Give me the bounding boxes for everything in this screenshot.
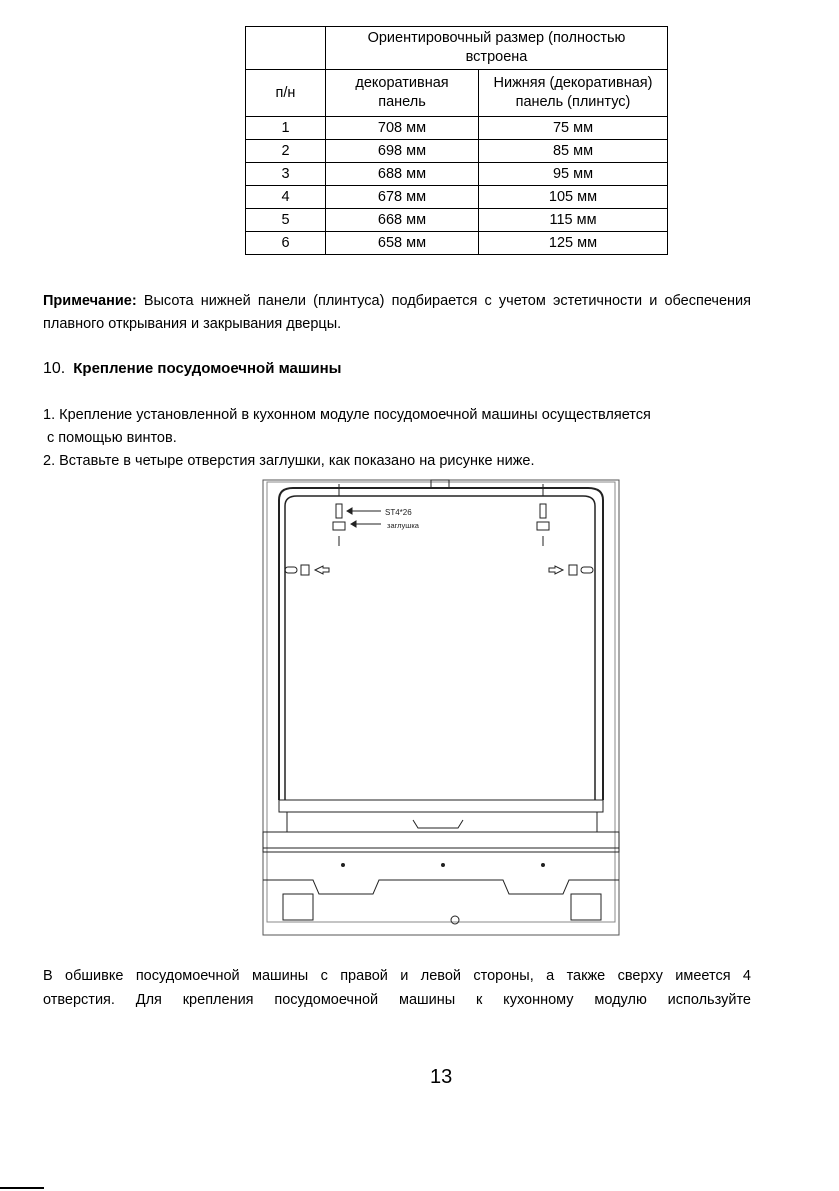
table-cell-panel: 678 мм bbox=[326, 186, 479, 209]
table-row bbox=[246, 209, 668, 232]
table-cell-plinth: 75 мм bbox=[479, 117, 668, 140]
table-header-panel: декоративная панель bbox=[326, 70, 479, 117]
step-line: 1. Крепление установленной в кухонном модуле посудомоечной машины осуществляется bbox=[43, 407, 651, 423]
section-heading bbox=[43, 360, 341, 378]
bottom-text-line: В обшивке посудомоечной машины с правой и левой стороны, а также сверху имеется 4 bbox=[43, 968, 751, 984]
dishwasher-mounting-figure bbox=[243, 470, 635, 942]
table-cell-plinth: 85 мм bbox=[479, 140, 668, 163]
table-row bbox=[246, 186, 668, 209]
table-cell-plinth: 105 мм bbox=[479, 186, 668, 209]
table-header-row bbox=[246, 70, 668, 117]
plug-label: заглушка bbox=[387, 521, 419, 530]
note-text: Высота нижней панели (плинтуса) подбирается с учетом эстетичности и обеспечения плавного открывания и закрывания дверцы. bbox=[43, 293, 751, 332]
table-header-num: п/н bbox=[246, 70, 326, 117]
size-table bbox=[245, 26, 668, 255]
footer-rule bbox=[0, 1187, 44, 1189]
step-line: 2. Вставьте в четыре отверстия заглушки, как показано на рисунке ниже. bbox=[43, 453, 535, 469]
table-cell-panel: 698 мм bbox=[326, 140, 479, 163]
table-cell-num: 3 bbox=[246, 163, 326, 186]
table-cell-panel: 708 мм bbox=[326, 117, 479, 140]
table-cell-plinth: 95 мм bbox=[479, 163, 668, 186]
table-cell-num: 2 bbox=[246, 140, 326, 163]
screw-label: ST4*26 bbox=[385, 508, 412, 517]
table-row bbox=[246, 163, 668, 186]
table-row bbox=[246, 232, 668, 255]
table-cell-empty bbox=[246, 27, 326, 70]
section-title: Крепление посудомоечной машины bbox=[73, 360, 342, 377]
table-header-plinth: Нижняя (декоративная) панель (плинтус) bbox=[479, 70, 668, 117]
section-number: 10. bbox=[43, 360, 66, 377]
table-cell-num: 1 bbox=[246, 117, 326, 140]
step-line: с помощью винтов. bbox=[43, 430, 177, 446]
page-number: 13 bbox=[430, 1066, 453, 1088]
table-cell-plinth: 125 мм bbox=[479, 232, 668, 255]
dishwasher-front-drawing bbox=[243, 470, 635, 942]
table-cell-num: 4 bbox=[246, 186, 326, 209]
table-row bbox=[246, 117, 668, 140]
bottom-text-line: отверстия. Для крепления посудомоечной машины к кухонному модулю используйте bbox=[43, 992, 751, 1008]
table-cell-panel: 668 мм bbox=[326, 209, 479, 232]
note-paragraph bbox=[43, 290, 751, 336]
table-header-top: Ориентировочный размер (полностью встроена bbox=[326, 27, 668, 70]
table-row bbox=[246, 140, 668, 163]
table-cell-panel: 688 мм bbox=[326, 163, 479, 186]
table-header-row bbox=[246, 27, 668, 70]
note-label: Примечание: bbox=[43, 293, 137, 309]
table-cell-num: 5 bbox=[246, 209, 326, 232]
table-cell-plinth: 115 мм bbox=[479, 209, 668, 232]
table-cell-panel: 658 мм bbox=[326, 232, 479, 255]
table-cell-num: 6 bbox=[246, 232, 326, 255]
